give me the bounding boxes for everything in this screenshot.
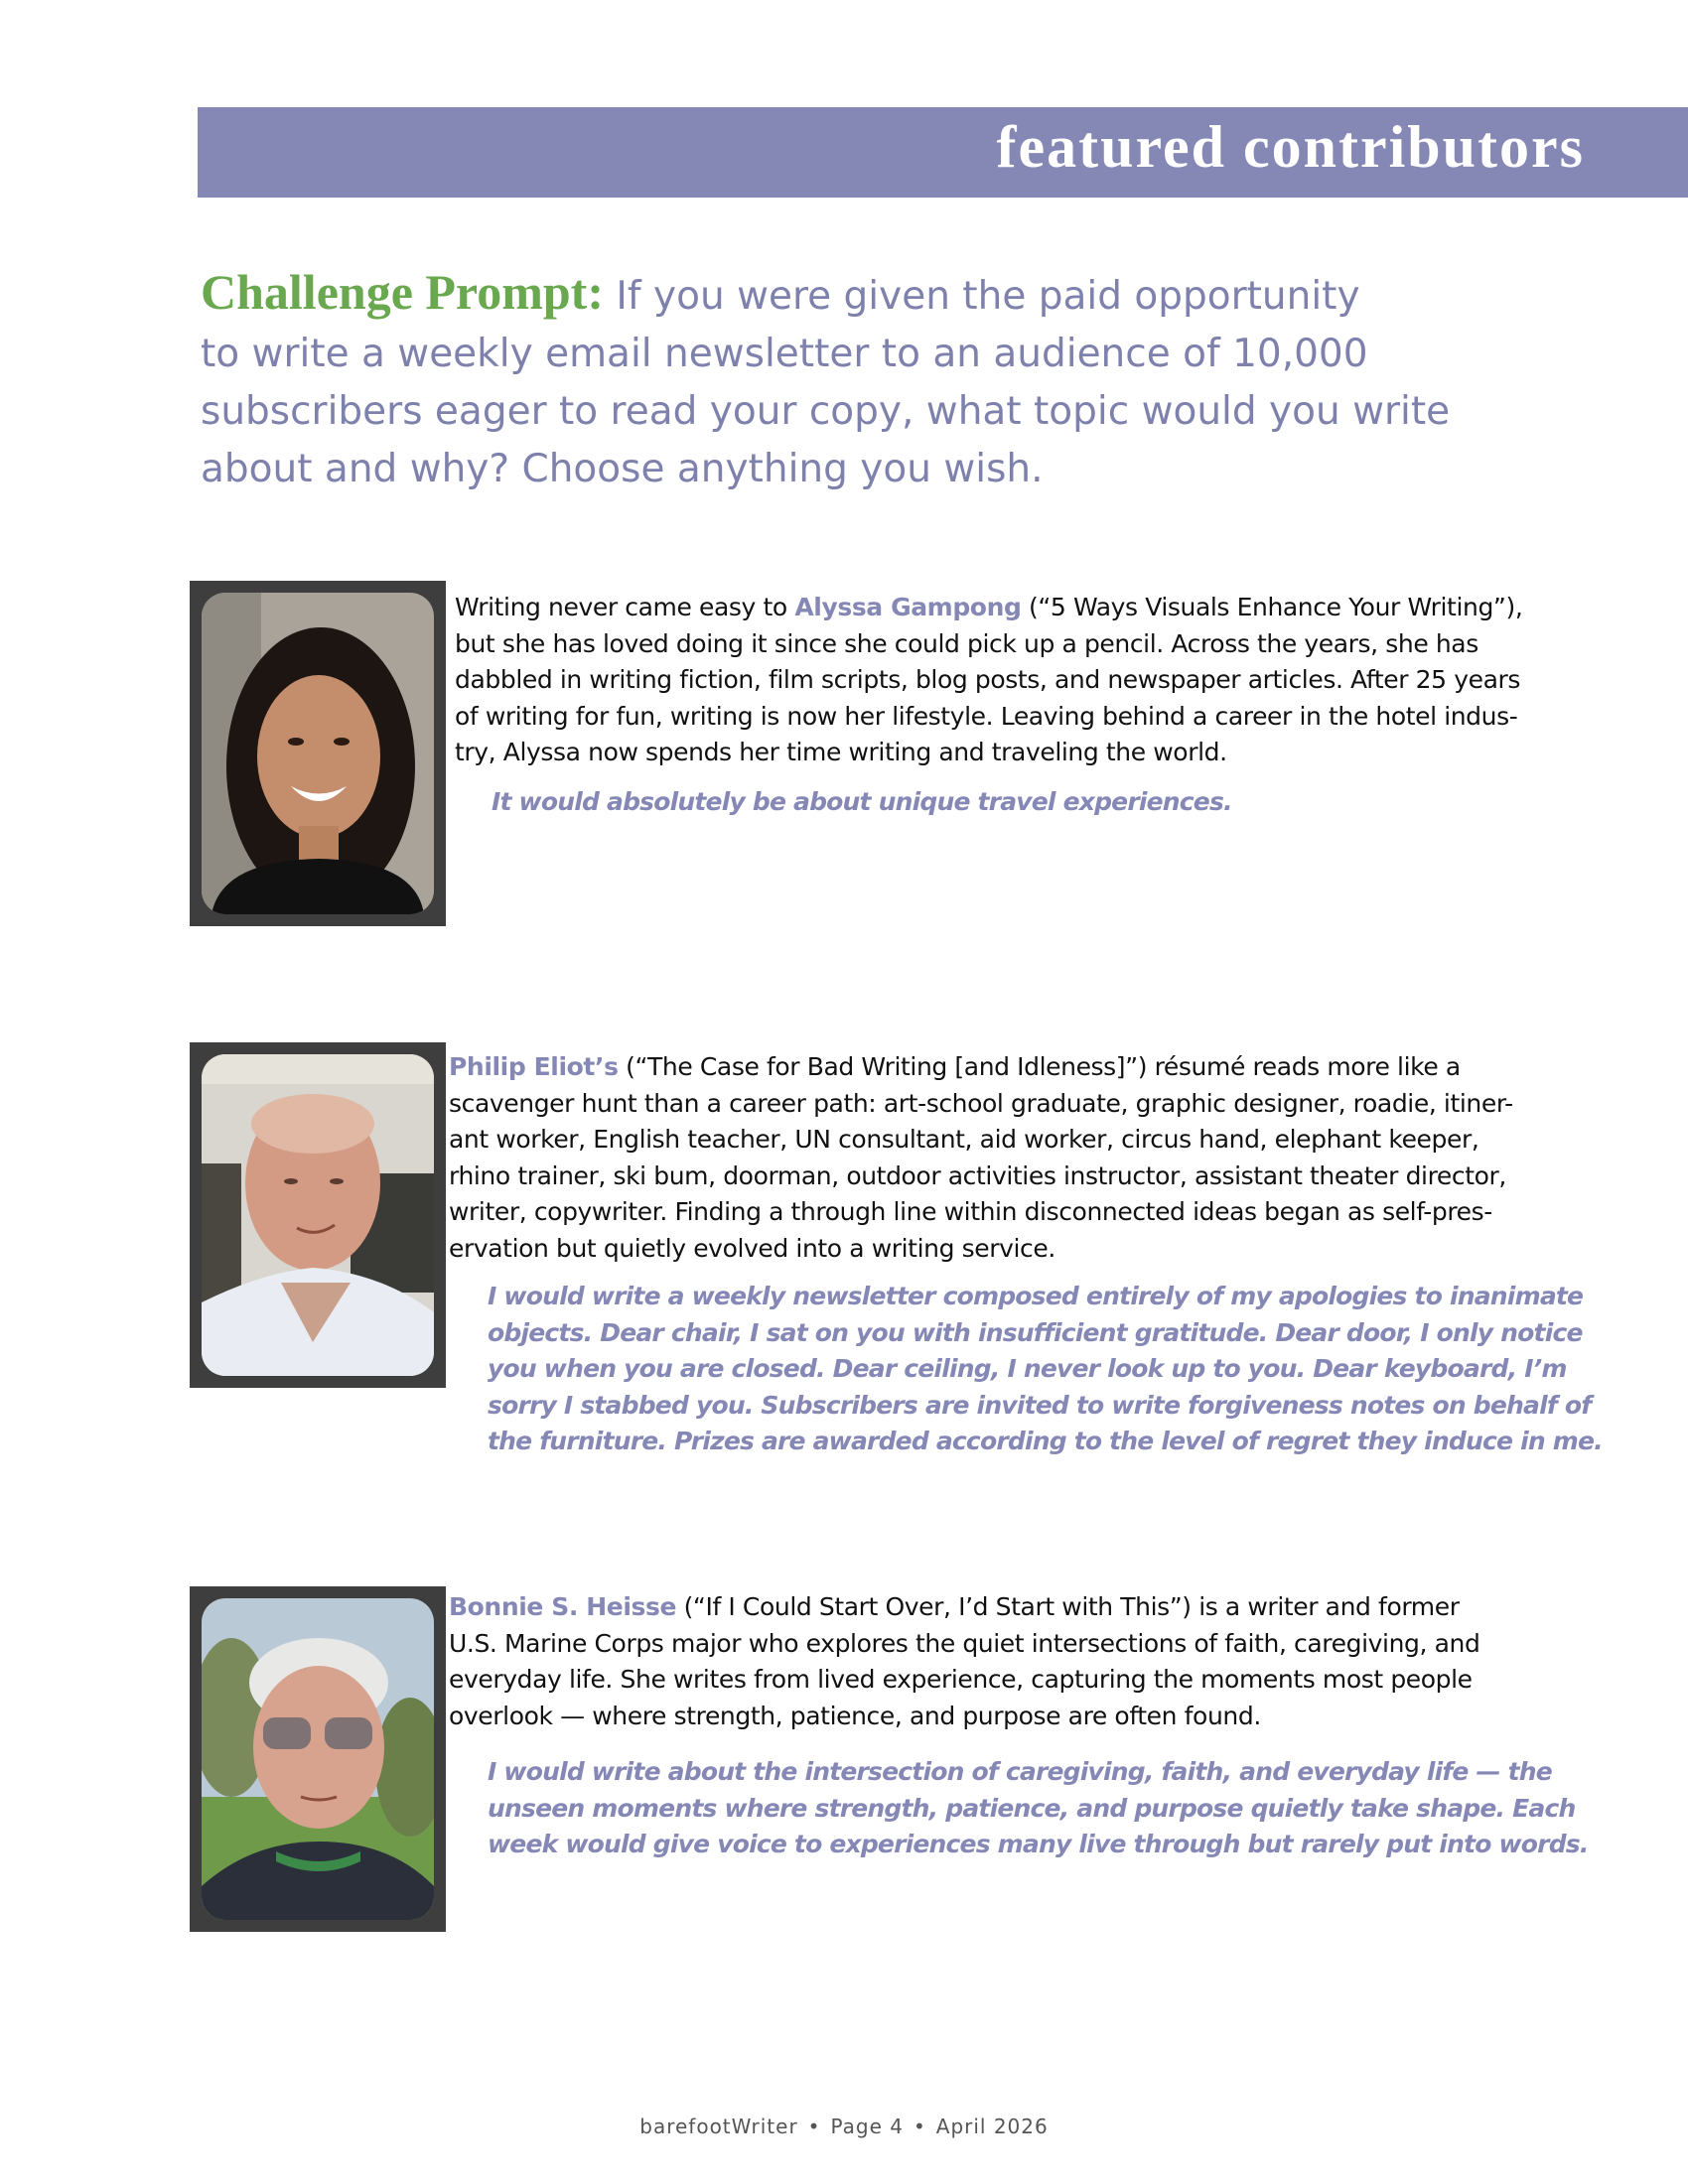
contributor-photo-philip — [190, 1042, 446, 1388]
prompt-line: to write a weekly email newsletter to an audience of 10,000 — [201, 332, 1368, 376]
page-footer: barefootWriter • Page 4 • April 2026 — [639, 2115, 1049, 2138]
prompt-line: subscribers eager to read your copy, what topic would you write — [201, 389, 1451, 434]
contributor-bio-philip: Philip Eliot’s (“The Case for Bad Writing [and Idleness]”) résumé reads more like a scavenger hunt than a career path: art-school graduate, graphic designer, roadie, itiner- ant worker, English teacher, UN consultant, aid worker, circus hand, elephant keeper, rhino trainer, ski bum, doorman, outdoor activities instructor, assistant theater director, writer, copywriter. Finding a through line within disconnected ideas began as self-pres- ervation but quietly evolved into a writing service. — [449, 1052, 1513, 1263]
contributor-answer-philip: I would write a weekly newsletter composed entirely of my apologies to inanimate objects. Dear chair, I sat on you with insufficient gratitude. Dear door, I only notice you when you are closed. Dear ceiling, I never look up to you. Dear keyboard, I’m sorry I stabbed you. Subscribers are invited to write forgiveness notes on behalf of the furniture. Prizes are awarded according to the level of regret they induce in me. — [488, 1282, 1603, 1455]
contributor-name: Philip Eliot’s — [449, 1052, 619, 1081]
contributor-photo-bonnie — [190, 1586, 446, 1932]
footer-publication: barefootWriter — [639, 2115, 798, 2138]
page-title: featured contributors — [996, 114, 1585, 180]
contributor-answer-alyssa: It would absolutely be about unique travel experiences. — [492, 787, 1232, 816]
prompt-line: If you were given the paid opportunity — [603, 274, 1360, 319]
prompt-line: about and why? Choose anything you wish. — [201, 447, 1044, 491]
contributor-name: Alyssa Gampong — [794, 593, 1022, 621]
contributor-name: Bonnie S. Heisse — [449, 1592, 677, 1621]
contributor-answer-bonnie: I would write about the intersection of caregiving, faith, and everyday life — the unseen moments where strength, patience, and purpose quietly take shape. Each week would give voice to experiences many live through but rarely put into words. — [488, 1757, 1589, 1858]
challenge-prompt — [201, 263, 1491, 498]
contributor-photo-alyssa — [190, 581, 446, 926]
footer-page-number: Page 4 — [830, 2115, 904, 2138]
contributor-bio-alyssa: Writing never came easy to Alyssa Gampong (“5 Ways Visuals Enhance Your Writing”), but she has loved doing it since she could pick up a pencil. Across the years, she has dabbled in writing fiction, film scripts, blog posts, and newspaper articles. After 25 years of writing for fun, writing is now her lifestyle. Leaving behind a career in the hotel indus- try, Alyssa now spends her time writing and traveling the world. — [455, 593, 1523, 766]
footer-date: April 2026 — [935, 2115, 1049, 2138]
header-bar — [198, 107, 1688, 198]
challenge-prompt-label: Challenge Prompt: — [201, 264, 604, 320]
contributor-bio-bonnie: Bonnie S. Heisse (“If I Could Start Over, I’d Start with This”) is a writer and former U.S. Marine Corps major who explores the quiet intersections of faith, caregiving, and everyday life. She writes from lived experience, capturing the moments most people overlook — where strength, patience, and purpose are often found. — [449, 1592, 1480, 1730]
